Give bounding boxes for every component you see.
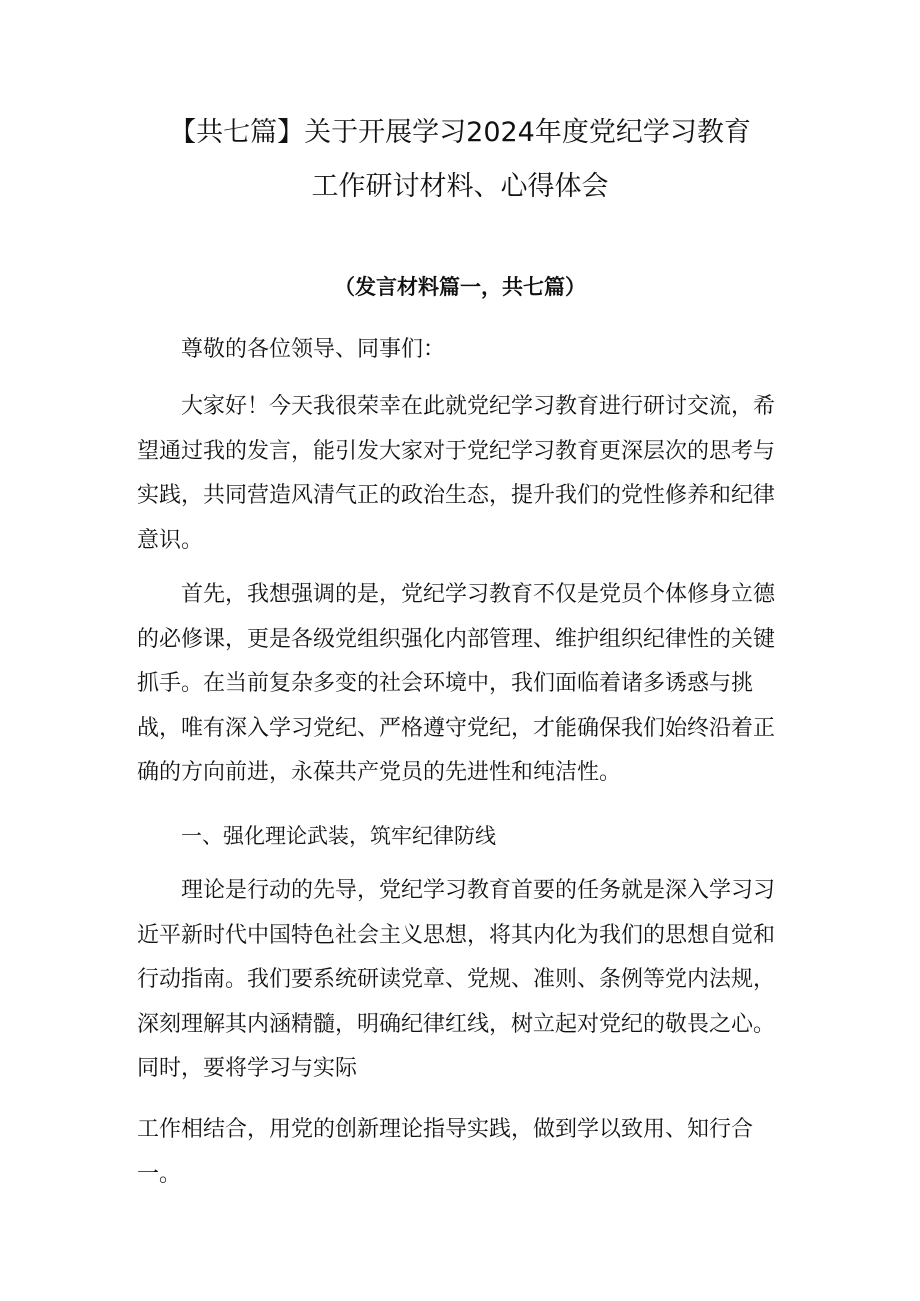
document-title [0, 106, 920, 214]
title-line-1: 【共七篇】关于开展学习2024年度党纪学习教育 [169, 117, 751, 148]
document-subtitle: （发言材料篇一，共七篇） [334, 275, 586, 299]
paragraph-theory: 理论是行动的先导，党纪学习教育首要的任务就是深入学习习近平新时代中国特色社会主义思想，将其内化为我们的思想自觉和行动指南。我们要系统研读党章、党规、准则、条例等党内法规，深刻理解其内涵精髓，明确纪律红线，树立起对党纪的敬畏之心。同时，要将学习与实际 [137, 878, 776, 1081]
paragraph-continuation: 工作相结合，用党的创新理论指导实践，做到学以致用、知行合一。 [137, 1117, 754, 1187]
section-heading-1: 一、强化理论武装，筑牢纪律防线 [181, 824, 496, 848]
salutation: 尊敬的各位领导、同事们： [181, 337, 446, 362]
paragraph-first: 首先，我想强调的是，党纪学习教育不仅是党员个体修身立德的必修课，更是各级党组织强化内部管理、维护组织纪律性的关键抓手。在当前复杂多变的社会环境中，我们面临着诸多诱惑与挑战，唯有深入学习党纪、严格遵守党纪，才能确保我们始终沿着正确的方向前进，永葆共产党员的先进性和纯洁性。 [137, 582, 776, 785]
paragraph-greeting: 大家好！今天我很荣幸在此就党纪学习教育进行研讨交流，希望通过我的发言，能引发大家对于党纪学习教育更深层次的思考与实践，共同营造风清气正的政治生态，提升我们的党性修养和纪律意识。 [137, 394, 776, 553]
title-line-2: 工作研讨材料、心得体会 [311, 171, 609, 202]
